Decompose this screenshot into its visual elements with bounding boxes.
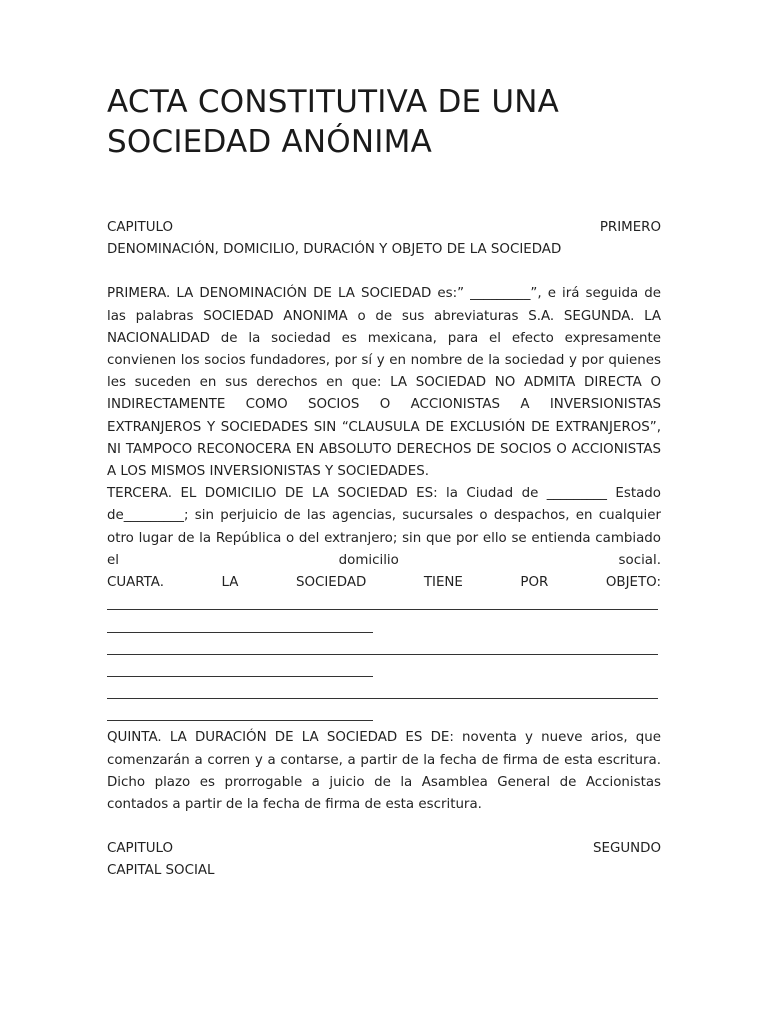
chapter-2-heading — [107, 838, 661, 860]
title-line-1: ACTA CONSTITUTIVA DE UNA — [107, 84, 560, 120]
clause-tercera: TERCERA. EL DOMICILIO DE LA SOCIEDAD ES: la Ciudad de _________ Estado de_________; sin perjuicio de las agencias, sucursales o despachos, en cualquier otro lugar de la República o del extranjero; sin que por ello se entienda cambiado el domicilio social. — [107, 486, 661, 568]
blank-line — [107, 616, 661, 638]
chapter-1-heading — [107, 217, 661, 239]
clause-primera-segunda: PRIMERA. LA DENOMINACIÓN DE LA SOCIEDAD es:” _________”, e irá seguida de las palabras SOCIEDAD ANONIMA o de sus abreviaturas S.A. SEGUNDA. LA NACIONALIDAD de la sociedad es mexicana, para el efecto expresamente convienen los socios fundadores, por sí y en nombre de la sociedad y por quienes les suceden en sus derechos en que: LA SOCIEDAD NO ADMITA DIRECTA O INDIRECTAMENTE COMO SOCIOS O ACCIONISTAS A INVERSIONISTAS EXTRANJEROS Y SOCIEDADES SIN “CLAUSULA DE EXCLUSIÓN DE EXTRANJEROS”, NI TAMPOCO RECONOCERA EN ABSOLUTO DERECHOS DE SOCIOS O ACCIONISTAS A LOS MISMOS INVERSIONISTAS Y SOCIEDADES. — [107, 286, 661, 480]
clause-cuarta: CUARTA. LA SOCIEDAD TIENE POR OBJETO: — [107, 575, 661, 591]
document-title — [107, 82, 661, 162]
chapter-2-label: CAPITULO — [107, 841, 174, 857]
document-page — [107, 82, 661, 883]
clause-quinta: QUINTA. LA DURACIÓN DE LA SOCIEDAD ES DE: noventa y nueve arios, que comenzarán a corren y a contarse, a partir de la fecha de firma de esta escritura. Dicho plazo es prorrogable a juicio de la Asamblea General de Accionistas contados a partir de la fecha de firma de esta escritura. — [107, 730, 661, 812]
blank-line — [107, 639, 661, 661]
chapter-1-subtitle: DENOMINACIÓN, DOMICILIO, DURACIÓN Y OBJETO DE LA SOCIEDAD — [107, 242, 562, 258]
chapter-1-number: PRIMERO — [599, 220, 661, 235]
blank-line — [107, 661, 661, 683]
chapter-2-number: SEGUNDO — [592, 841, 661, 857]
chapter-2-subtitle: CAPITAL SOCIAL — [107, 863, 215, 879]
chapter-1-label: CAPITULO — [107, 220, 174, 235]
blank-line — [107, 594, 661, 616]
title-line-2: SOCIEDAD ANÓNIMA — [107, 124, 432, 160]
document-body — [107, 217, 661, 883]
blank-line — [107, 683, 661, 705]
blank-line — [107, 705, 661, 727]
